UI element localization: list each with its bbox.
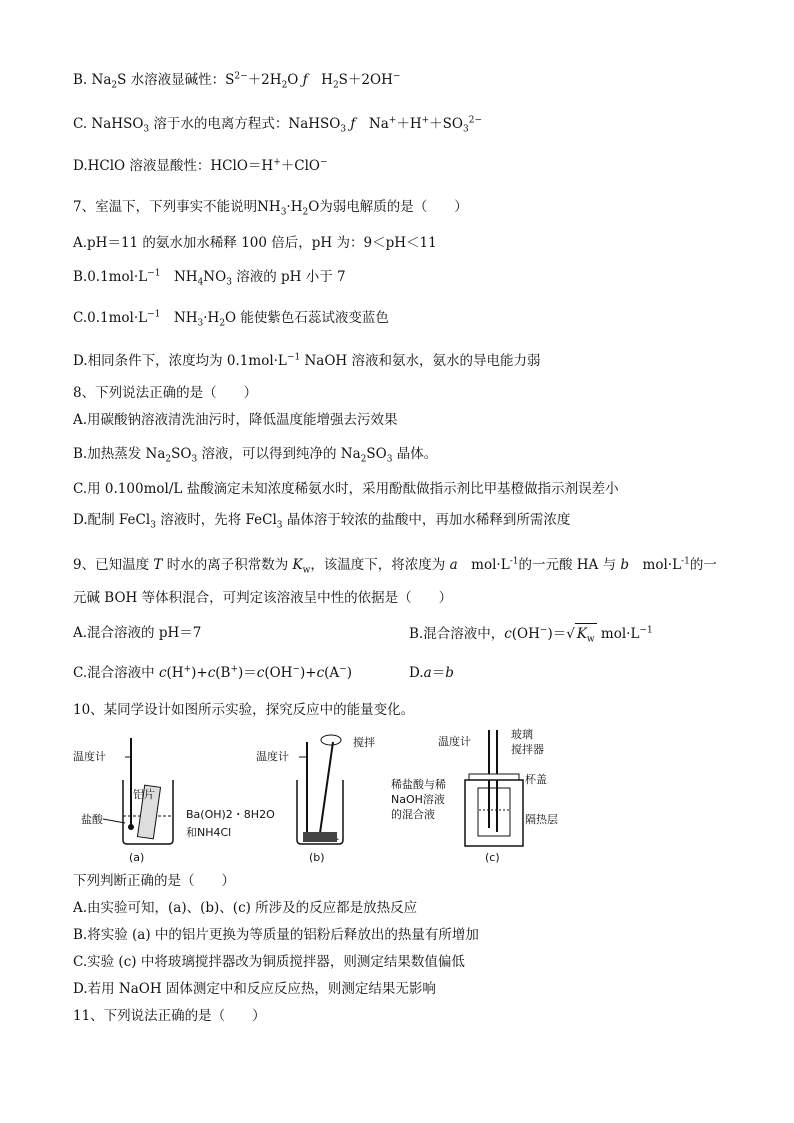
q8-option-c: C.用 0.100mol/L 盐酸滴定未知浓度稀氨水时，采用酚酞做指示剂比甲基橙做指示剂误差小 [73, 481, 619, 497]
q10-option-c: C.实验 (c) 中将玻璃搅拌器改为铜质搅拌器，则测定结果数值偏低 [73, 954, 465, 970]
q6-option-d: D.HClO 溶液显酸性：HClO＝H+＋ClO− [73, 157, 328, 174]
q8-option-b: B.加热蒸发 $Na_2SO_3$ 溶液，可以得到纯净的 $Na_2SO_3$ 晶体。 [73, 446, 438, 465]
figure-a [73, 738, 173, 864]
q10-experiment-figure [73, 728, 613, 868]
figure-b [186, 735, 375, 864]
figure-c-mixture-line1: 稀盐酸与稀 [391, 778, 446, 791]
figure-c-lid [469, 774, 519, 780]
figure-c-lid-label: 杯盖 [525, 773, 547, 786]
q7-option-c: $C.0.1mol\cdot L^{-1}$ $NH_3\cdot H_2O$ 能使紫色石蕊试液变蓝色 [73, 309, 389, 329]
q7-option-b: $B.0.1mol\cdot L^{-1}$ $NH_4NO_3$ 溶液的 pH 小于 7 [73, 268, 346, 288]
q6-option-c: C. NaHSO$_3$ 溶于水的电离方程式：NaHSO$_3$ ƒ $Na^++H^++SO_3^{2-}$ [73, 115, 482, 135]
q9-options-ab [73, 623, 201, 643]
figure-c-glass-label1: 玻璃 [511, 728, 533, 741]
q9-stem-line2: 元碱 BOH 等体积混合，可判定该溶液呈中性的依据是（ ） [73, 590, 453, 606]
q8-stem: 8、下列说法正确的是（ ） [73, 385, 258, 401]
figure-c-mixture-line3: 的混合液 [391, 808, 435, 821]
q7-option-d: D.相同条件下，浓度均为 $0.1mol\cdot L^{-1}$ NaOH 溶液和氨水，氨水的导电能力弱 [73, 352, 541, 369]
q11-stem: 11、下列说法正确的是（ ） [73, 1008, 266, 1024]
figure-c-mixture-line2: NaOH溶液 [391, 793, 445, 806]
figure-c-insulation-label: 隔热层 [525, 813, 558, 826]
q9-option-c: C.混合溶液中 c(H+)+c(B+)＝c(OH−)+c(A−) [73, 664, 352, 681]
q7-option-a: A.pH＝11 的氨水加水稀释 100 倍后，pH 为：9＜pH＜11 [73, 235, 437, 251]
q6-option-b: B. $Na_2S$ 水溶液显碱性：$S^{2-}+2H_2O$ ƒ $H_2S+2OH^-$ [73, 71, 401, 91]
q10-option-b: B.将实验 (a) 中的铝片更换为等质量的铝粉后释放出的热量有所增加 [73, 927, 479, 943]
q9-option-b: B.混合溶液中，c(OH−)＝√ $K_w$ $mol\cdot L^{-1}$ [409, 623, 653, 644]
q8-option-a: A.用碳酸钠溶液清洗油污时，降低温度能增强去污效果 [73, 412, 398, 428]
q9-option-d: D.a＝b [409, 665, 454, 681]
experiment-diagram [73, 728, 613, 868]
q9-option-a: A.混合溶液的 pH＝7 [73, 625, 202, 641]
figure-c-thermometer-label: 温度计 [438, 735, 471, 748]
figure-a-al-label: 铝片 [133, 788, 155, 801]
figure-b-stir-rod [319, 742, 333, 840]
figure-a-thermometer-label: 温度计 [73, 750, 106, 763]
figure-a-acid-label: 盐酸 [81, 813, 103, 826]
q8-option-d: D.配制 FeCl$_3$ 溶液时，先将 FeCl$_3$ 晶体溶于较浓的盐酸中，再加水稀释到所需浓度 [73, 512, 571, 531]
q10-option-d: D.若用 NaOH 固体测定中和反应反应热，则测定结果无影响 [73, 981, 436, 997]
q10-judge: 下列判断正确的是（ ） [73, 873, 235, 889]
figure-c-caption: (c) [485, 851, 500, 864]
figure-b-stir-label: 搅拌 [353, 736, 375, 749]
figure-b-reagent-line2: 和NH4Cl [186, 826, 232, 839]
figure-c-glass-label2: 搅拌器 [511, 743, 544, 756]
q9-stem-line1: 9、已知温度 T 时水的离子积常数为 $K_w$，该温度下，将浓度为 a $mol\cdot L^{-1}$的一元酸 HA 与 b $mol\cdot L^{-1}$的一 [73, 556, 717, 576]
figure-a-caption: (a) [129, 851, 145, 864]
figure-b-reagent-line1: Ba(OH)2・8H2O [186, 808, 275, 821]
figure-b-caption: (b) [309, 851, 325, 864]
figure-b-thermometer-label: 温度计 [256, 750, 289, 763]
figure-c [391, 728, 558, 864]
q10-stem: 10、某同学设计如图所示实验，探究反应中的能量变化。 [73, 702, 415, 718]
q10-option-a: A.由实验可知，(a)、(b)、(c) 所涉及的反应都是放热反应 [73, 900, 418, 916]
q7-stem: 7、室温下，下列事实不能说明$NH_3\cdot H_2O$为弱电解质的是（ ） [73, 199, 468, 218]
